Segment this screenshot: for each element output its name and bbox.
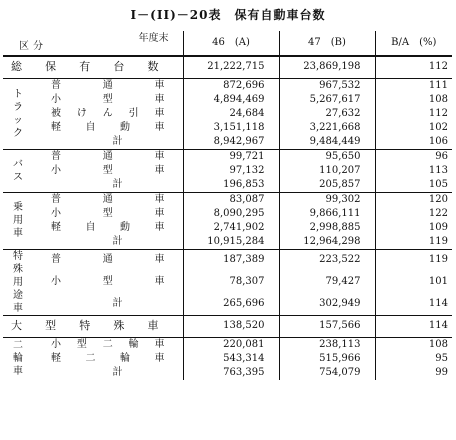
cell-a: 78,307 [183, 271, 279, 292]
table-row [3, 78, 452, 93]
row-label: 普通車 [33, 192, 183, 207]
table-row [3, 149, 452, 164]
cell-b: 754,079 [279, 366, 375, 380]
row-label: 小型車 [51, 207, 165, 219]
header-col-a: 46 (A) [183, 31, 279, 56]
cell-b: 9,866,111 [279, 207, 375, 221]
table-row [3, 207, 452, 221]
cell-a: 872,696 [183, 78, 279, 93]
row-label: 軽二輪車 [51, 352, 165, 364]
table-row [3, 271, 452, 292]
row-label: 軽自動車 [51, 121, 165, 133]
cell-b: 3,221,668 [279, 121, 375, 135]
cell-a: 83,087 [183, 192, 279, 207]
row-label-total: 計 [112, 366, 123, 378]
cell-b: 2,998,885 [279, 221, 375, 235]
cell-a: 4,894,469 [183, 93, 279, 107]
row-label-total: 計 [112, 297, 123, 309]
table-row [3, 121, 452, 135]
total-b: 23,869,198 [279, 56, 375, 78]
total-ratio: 112 [375, 56, 452, 78]
table-row [3, 93, 452, 107]
header-col-ratio: B/A (%) [375, 31, 452, 56]
cell-ratio: 119 [375, 249, 452, 271]
row-label: 被けん引車 [51, 107, 165, 119]
cell-b: 515,966 [279, 352, 375, 366]
row-label: 軽自動車 [51, 221, 165, 233]
row-label: 普通車 [33, 149, 183, 164]
table-row [3, 107, 452, 121]
table-row [3, 164, 452, 178]
large-special-row [3, 315, 452, 337]
cell-ratio: 102 [375, 121, 452, 135]
cell-a: 3,151,118 [183, 121, 279, 135]
cell-b: 157,566 [279, 315, 375, 337]
cell-b: 302,949 [279, 293, 375, 315]
table-row [3, 178, 452, 193]
bus-category: バス [3, 149, 33, 192]
table-row [3, 366, 452, 380]
cell-b: 27,632 [279, 107, 375, 121]
cell-ratio: 112 [375, 107, 452, 121]
vehicle-count-table [3, 31, 452, 380]
cell-b: 95,650 [279, 149, 375, 164]
table-row [3, 135, 452, 150]
header-category-cell [3, 31, 183, 56]
cell-ratio: 99 [375, 366, 452, 380]
header-year-end: 年度末 [138, 33, 169, 44]
cell-b: 967,532 [279, 78, 375, 93]
row-label-total: 計 [112, 178, 123, 190]
two-wheel-category: 二輪車 [3, 337, 33, 380]
total-row [3, 56, 452, 78]
cell-a: 196,853 [183, 178, 279, 193]
cell-a: 2,741,902 [183, 221, 279, 235]
table-row [3, 293, 452, 315]
header-col-b: 47 (B) [279, 31, 375, 56]
cell-ratio: 120 [375, 192, 452, 207]
header-category: 区分 [19, 41, 47, 52]
cell-ratio: 108 [375, 337, 452, 352]
row-label: 小型車 [51, 93, 165, 105]
cell-a: 187,389 [183, 249, 279, 271]
cell-b: 110,207 [279, 164, 375, 178]
cell-a: 138,520 [183, 315, 279, 337]
header-row [3, 31, 452, 56]
table-row [3, 352, 452, 366]
cell-a: 543,314 [183, 352, 279, 366]
cell-a: 97,132 [183, 164, 279, 178]
table-row [3, 192, 452, 207]
cell-ratio: 109 [375, 221, 452, 235]
large-special-label: 大型特殊車 [3, 315, 183, 337]
cell-ratio: 119 [375, 235, 452, 250]
cell-b: 5,267,617 [279, 93, 375, 107]
cell-ratio: 113 [375, 164, 452, 178]
cell-ratio: 106 [375, 135, 452, 150]
cell-a: 220,081 [183, 337, 279, 352]
cell-b: 9,484,449 [279, 135, 375, 150]
cell-ratio: 108 [375, 93, 452, 107]
cell-a: 8,090,295 [183, 207, 279, 221]
cell-ratio: 95 [375, 352, 452, 366]
cell-b: 99,302 [279, 192, 375, 207]
cell-a: 8,942,967 [183, 135, 279, 150]
total-a: 21,222,715 [183, 56, 279, 78]
row-label: 小型車 [51, 275, 165, 287]
table-row [3, 221, 452, 235]
cell-b: 79,427 [279, 271, 375, 292]
cell-b: 12,964,298 [279, 235, 375, 250]
cell-a: 24,684 [183, 107, 279, 121]
special-category: 特殊用途車 [3, 249, 33, 315]
cell-ratio: 111 [375, 78, 452, 93]
table-title: I－(II)－20表 保有自動車台数 [130, 8, 326, 22]
cell-b: 223,522 [279, 249, 375, 271]
cell-b: 238,113 [279, 337, 375, 352]
row-label: 普通車 [33, 78, 183, 93]
row-label: 小型二輪車 [33, 337, 183, 352]
row-label-total: 計 [112, 135, 123, 147]
cell-ratio: 105 [375, 178, 452, 193]
cell-b: 205,857 [279, 178, 375, 193]
cell-a: 99,721 [183, 149, 279, 164]
cell-ratio: 114 [375, 293, 452, 315]
table-row [3, 235, 452, 250]
table-row [3, 249, 452, 271]
cell-ratio: 96 [375, 149, 452, 164]
cell-a: 10,915,284 [183, 235, 279, 250]
cell-a: 763,395 [183, 366, 279, 380]
row-label: 小型車 [51, 164, 165, 176]
passenger-category: 乗用車 [3, 192, 33, 249]
row-label: 普通車 [33, 249, 183, 271]
cell-ratio: 122 [375, 207, 452, 221]
cell-ratio: 114 [375, 315, 452, 337]
total-label: 総保有台数 [3, 56, 183, 78]
table-row [3, 337, 452, 352]
truck-category: トラック [3, 78, 33, 149]
cell-ratio: 101 [375, 271, 452, 292]
row-label-total: 計 [112, 235, 123, 247]
cell-a: 265,696 [183, 293, 279, 315]
